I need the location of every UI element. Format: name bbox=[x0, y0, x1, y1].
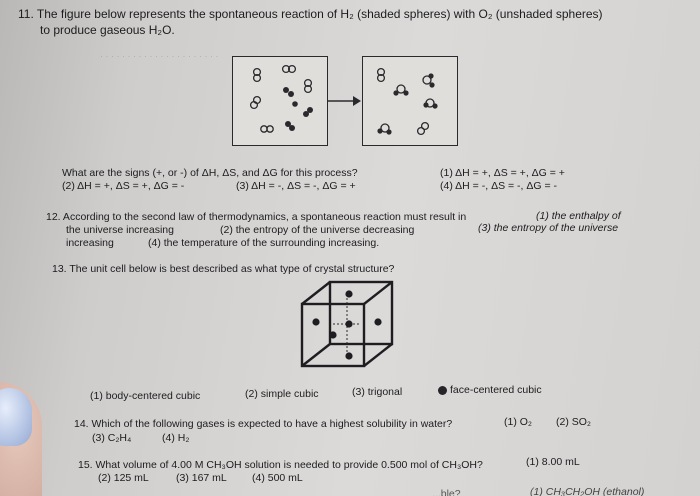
product-molecules bbox=[363, 57, 457, 145]
q15-choice-2[interactable]: (2) 125 mL bbox=[98, 472, 149, 484]
q13-choice-2[interactable]: (2) simple cubic bbox=[245, 388, 319, 400]
reaction-arrow-icon bbox=[326, 94, 362, 108]
q12-text-line3: increasing bbox=[66, 237, 114, 249]
q11-choice-1[interactable]: (1) ΔH = +, ΔS = +, ΔG = + bbox=[440, 167, 565, 179]
q14-choice-1[interactable]: (1) O₂ bbox=[504, 416, 532, 428]
q14-choice-2[interactable]: (2) SO₂ bbox=[556, 416, 591, 428]
products-box bbox=[362, 56, 458, 146]
q12-choice-1[interactable]: (1) the enthalpy of bbox=[536, 210, 621, 222]
q14-choice-4[interactable]: (4) H₂ bbox=[162, 432, 190, 444]
q12-choice-2[interactable]: (2) the entropy of the universe decreasing bbox=[220, 224, 415, 236]
q14-prompt: 14. Which of the following gases is expected to have a highest solubility in water? bbox=[74, 418, 453, 430]
q12-text-line2: the universe increasing bbox=[66, 224, 174, 236]
q12-choice-4[interactable]: (4) the temperature of the surrounding increasing. bbox=[148, 237, 380, 249]
fingernail-photo-element bbox=[0, 388, 32, 446]
q13-prompt: 13. The unit cell below is best described as what type of crystal structure? bbox=[52, 263, 395, 275]
q16-partial-left: ...ble? bbox=[432, 488, 461, 496]
q15-choice-1[interactable]: (1) 8.00 mL bbox=[526, 456, 580, 468]
reactant-molecules bbox=[233, 57, 327, 145]
q14-choice-3[interactable]: (3) C₂H₄ bbox=[92, 432, 132, 444]
unit-cell-diagram bbox=[294, 276, 404, 376]
q12-choice-3[interactable]: (3) the entropy of the universe bbox=[478, 222, 619, 234]
q15-prompt: 15. What volume of 4.00 M CH₃OH solution is needed to provide 0.500 mol of CH₃OH? bbox=[78, 459, 483, 471]
q11-prompt: What are the signs (+, or -) of ΔH, ΔS, and ΔG for this process? bbox=[62, 167, 358, 179]
bleed-through-text: · · · · · · · · · · · · · · · · · · · · · · bbox=[100, 51, 219, 61]
q15-choice-3[interactable]: (3) 167 mL bbox=[176, 472, 227, 484]
q11-text-line1: 11. The figure below represents the spontaneous reaction of H₂ (shaded spheres) with O₂ (unshaded spheres) bbox=[18, 7, 603, 21]
reactants-box bbox=[232, 56, 328, 146]
q13-choice-4[interactable]: face-centered cubic bbox=[450, 384, 542, 396]
q11-choice-3[interactable]: (3) ΔH = -, ΔS = -, ΔG = + bbox=[236, 180, 356, 192]
q16-partial-right: (1) CH₃CH₂OH (ethanol) bbox=[530, 486, 645, 496]
q11-text-line2: to produce gaseous H₂O. bbox=[40, 23, 175, 37]
q12-text-line1: 12. According to the second law of thermodynamics, a spontaneous reaction must result in bbox=[46, 211, 467, 223]
q15-choice-4[interactable]: (4) 500 mL bbox=[252, 472, 303, 484]
q13-choice-3[interactable]: (3) trigonal bbox=[352, 386, 403, 398]
q13-choice-1[interactable]: (1) body-centered cubic bbox=[90, 390, 201, 402]
q11-choice-2[interactable]: (2) ΔH = +, ΔS = +, ΔG = - bbox=[62, 180, 185, 192]
q11-choice-4[interactable]: (4) ΔH = -, ΔS = -, ΔG = - bbox=[440, 180, 558, 192]
selected-answer-mark-icon bbox=[438, 386, 447, 395]
